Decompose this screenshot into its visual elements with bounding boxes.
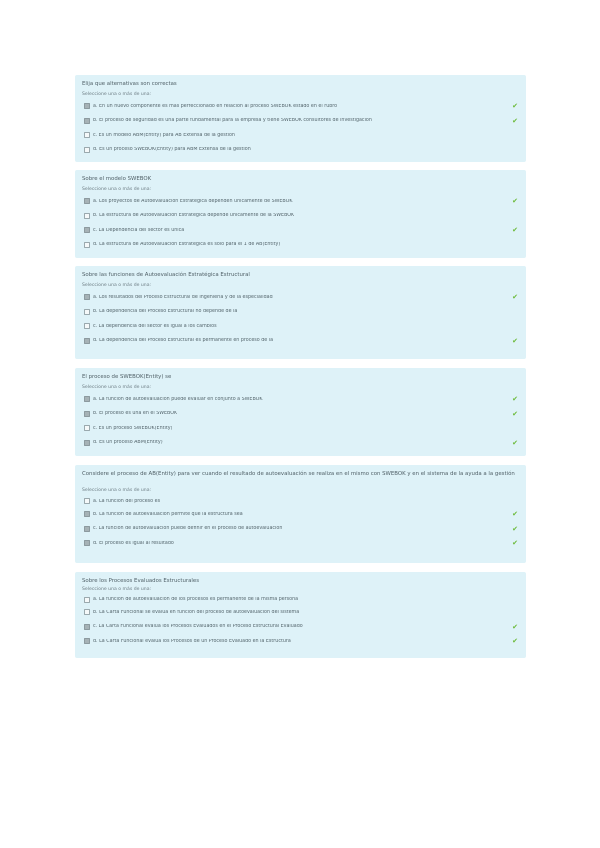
checkbox[interactable] — [84, 338, 90, 344]
correct-check-icon: ✔ — [512, 336, 518, 345]
correct-check-icon: ✔ — [512, 293, 518, 301]
answer-option[interactable] — [82, 319, 519, 334]
checkbox[interactable] — [84, 609, 90, 615]
question-card — [75, 465, 526, 563]
option-label: d. La dependencia del Proceso Estructural es permanente en proceso de la — [93, 338, 274, 344]
answer-option[interactable] — [82, 194, 519, 209]
answer-option[interactable] — [82, 392, 519, 407]
answer-option[interactable] — [82, 99, 519, 114]
answer-options — [82, 495, 519, 551]
correct-check-icon: ✔ — [512, 226, 518, 234]
option-label: c. La Carta Funcional evalúa los Procesos Evaluados en el Proceso Estructural Evaluado — [93, 624, 303, 630]
question-text: Sobre las funciones de Autoevaluación Estratégica Estructural — [82, 272, 250, 278]
option-label: a. Los resultados del Proceso Estructural de Ingeniería y de la especialidad — [93, 294, 273, 300]
answer-option[interactable] — [82, 143, 519, 158]
option-label: c. La función de autoevaluación puede definir en el proceso de autoevaluación — [93, 526, 283, 532]
option-label: a. La función de autoevaluación puede evaluar en conjunto a SWEBOK — [93, 396, 263, 402]
checkbox[interactable] — [84, 118, 90, 124]
checkbox[interactable] — [84, 132, 90, 138]
checkbox[interactable] — [84, 147, 90, 153]
answer-option[interactable] — [82, 522, 519, 537]
checkbox[interactable] — [84, 227, 90, 233]
checkbox[interactable] — [84, 213, 90, 219]
correct-check-icon: ✔ — [512, 539, 518, 547]
option-label: d. El proceso es igual al resultado — [93, 540, 174, 546]
checkbox[interactable] — [84, 540, 90, 546]
checkbox[interactable] — [84, 624, 90, 630]
checkbox[interactable] — [84, 323, 90, 329]
answer-option[interactable] — [82, 238, 519, 253]
checkbox[interactable] — [84, 511, 90, 517]
answer-option[interactable] — [82, 305, 519, 320]
answer-prompt: Seleccione una o más de una: — [82, 92, 152, 97]
checkbox[interactable] — [84, 411, 90, 417]
correct-check-icon: ✔ — [512, 524, 518, 533]
option-label: c. La dependencia del sector es igual a los cambios — [93, 323, 217, 329]
correct-check-icon: ✔ — [512, 438, 518, 447]
checkbox[interactable] — [84, 309, 90, 315]
checkbox[interactable] — [84, 498, 90, 504]
checkbox[interactable] — [84, 103, 90, 109]
checkbox[interactable] — [84, 425, 90, 431]
checkbox[interactable] — [84, 526, 90, 532]
option-label: c. La Dependencia del sector es única — [93, 227, 185, 233]
answer-prompt: Seleccione una o más de una: — [82, 587, 152, 592]
checkbox[interactable] — [84, 597, 90, 603]
answer-option[interactable] — [82, 128, 519, 143]
correct-check-icon: ✔ — [512, 197, 518, 205]
question-text: Considere el proceso de AB(Entity) para ver cuando el resultado de autoevaluación se realiza en el mismo con SWEBOK y en el sistema de la ayuda a la gestión — [82, 471, 515, 477]
question-text: Elija que alternativas son correctas — [82, 81, 177, 87]
checkbox[interactable] — [84, 294, 90, 300]
question-text: Sobre el modelo SWEBOK — [82, 176, 152, 182]
question-card — [75, 572, 526, 658]
question-card — [75, 266, 526, 359]
checkbox[interactable] — [84, 638, 90, 644]
checkbox[interactable] — [84, 396, 90, 402]
correct-check-icon: ✔ — [512, 510, 518, 518]
answer-option[interactable] — [82, 436, 519, 451]
correct-check-icon: ✔ — [512, 409, 518, 418]
answer-prompt: Seleccione una o más de una: — [82, 283, 152, 288]
answer-option[interactable] — [82, 594, 519, 605]
correct-check-icon: ✔ — [512, 102, 518, 110]
question-card — [75, 368, 526, 456]
answer-option[interactable] — [82, 209, 519, 224]
answer-prompt: Seleccione una o más de una: — [82, 385, 152, 390]
option-label: d. Es un proceso SWEBOK(Entity) para ABM Extensa de la gestión — [93, 147, 251, 153]
question-text: El proceso de SWEBOK(Entity) se — [82, 374, 172, 380]
option-label: b. La estructura de Autoevaluación Estratégica depende únicamente de la SWEBOK — [93, 213, 295, 219]
correct-check-icon: ✔ — [512, 637, 518, 645]
checkbox[interactable] — [84, 440, 90, 446]
answer-prompt: Seleccione una o más de una: — [82, 187, 152, 192]
answer-option[interactable] — [82, 620, 519, 635]
answer-options — [82, 290, 519, 348]
option-label: b. La Carta Funcional se evalúa en función del proceso de autoevaluación del sistema — [93, 609, 300, 615]
answer-option[interactable] — [82, 605, 519, 620]
correct-check-icon: ✔ — [512, 395, 518, 403]
option-label: a. Los proyectos de Autoevaluación Estratégica dependen únicamente de SWEBOK — [93, 198, 293, 204]
option-label: b. El proceso es una en el SWEBOK — [93, 411, 178, 417]
option-label: a. La función del proceso es — [93, 498, 161, 504]
checkbox[interactable] — [84, 242, 90, 248]
answer-options — [82, 594, 519, 649]
option-label: b. La función de autoevaluación permite que la estructura sea — [93, 511, 243, 517]
option-label: b. El proceso de seguridad es una parte fundamental para la empresa y tiene SWEBOK consultores de investigación — [93, 118, 372, 124]
question-text: Sobre los Procesos Evaluados Estructurales — [82, 578, 200, 584]
option-label: a. En un nuevo componente es más perfeccionado en relación al proceso SWEBOK estado en el rubro — [93, 103, 338, 109]
answer-options — [82, 99, 519, 157]
answer-option[interactable] — [82, 334, 519, 349]
answer-options — [82, 392, 519, 450]
answer-option[interactable] — [82, 223, 519, 238]
answer-option[interactable] — [82, 634, 519, 649]
answer-option[interactable] — [82, 290, 519, 305]
answer-option[interactable] — [82, 507, 519, 522]
option-label: c. Es un proceso SWEBOK(Entity) — [93, 425, 173, 431]
answer-option[interactable] — [82, 536, 519, 551]
option-label: c. Es un modelo ABM(Entity) para AB Extensa de la gestión — [93, 132, 235, 138]
answer-option[interactable] — [82, 421, 519, 436]
option-label: d. Es un proceso ABM(Entity) — [93, 440, 163, 446]
answer-options — [82, 194, 519, 252]
answer-option[interactable] — [82, 114, 519, 129]
correct-check-icon: ✔ — [512, 116, 518, 125]
checkbox[interactable] — [84, 198, 90, 204]
question-card — [75, 75, 526, 162]
correct-check-icon: ✔ — [512, 622, 518, 631]
option-label: a. La función de autoevaluación de los procesos es permanente de la misma persona — [93, 597, 299, 602]
answer-option[interactable] — [82, 407, 519, 422]
answer-option[interactable] — [82, 495, 519, 507]
question-card — [75, 170, 526, 258]
option-label: d. La estructura de Autoevaluación Estratégica es sólo para el 1 de AB(Entity) — [93, 242, 281, 248]
option-label: b. La dependencia del Proceso Estructural no depende de la — [93, 309, 238, 315]
option-label: d. La Carta Funcional evalúa los Procesos de un Proceso Evaluado en la Estructura — [93, 638, 291, 644]
answer-prompt: Seleccione una o más de una: — [82, 488, 152, 493]
